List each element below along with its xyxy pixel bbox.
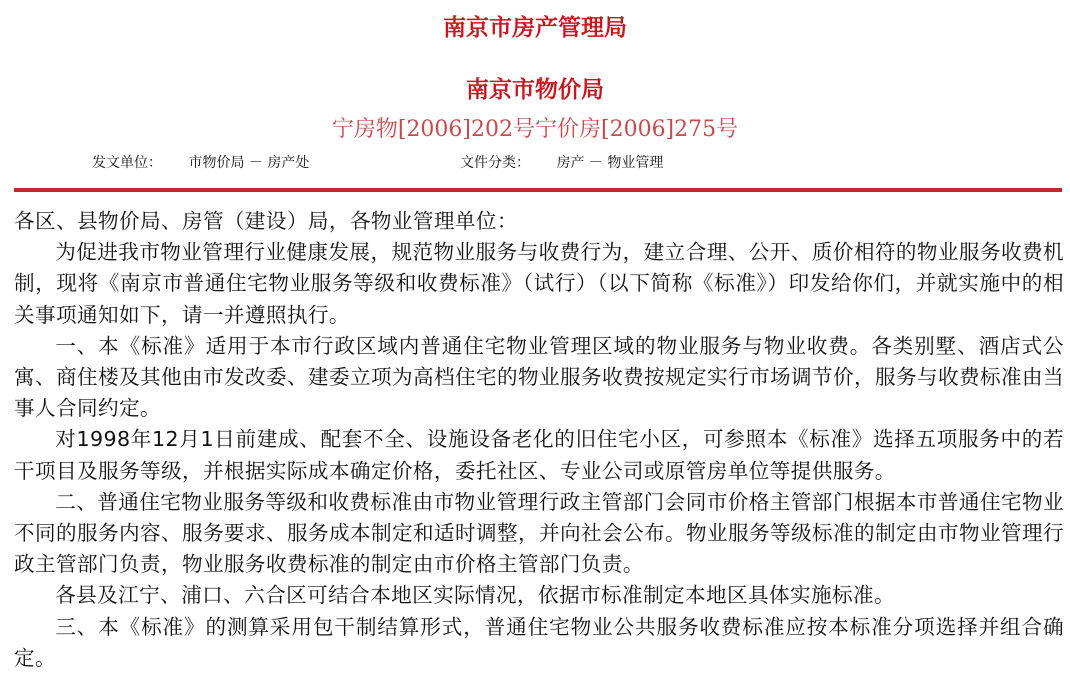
document-body xyxy=(14,206,1064,674)
issuer-title-housing-bureau: 南京市房产管理局 xyxy=(443,14,627,41)
document-number: 宁房物[2006]202号宁价房[2006]275号 xyxy=(331,117,739,142)
paragraph: 为促进我市物业管理行业健康发展，规范物业服务与收费行为，建立合理、公开、质价相符的物业服务收费机制，现将《南京市普通住宅物业服务等级和收费标准》（试行）（以下简称《标准》）印发给你们，并就实施中的相关事项通知如下，请一并遵照执行。 xyxy=(14,240,1064,327)
paragraph: 对1998年12月1日前建成、配套不全、设施设备老化的旧住宅小区，可参照本《标准》选择五项服务中的若干项目及服务等级，并根据实际成本确定价格，委托社区、专业公司或原管房单位等提供服务。 xyxy=(14,427,1064,483)
paragraph: 一、本《标准》适用于本市行政区域内普通住宅物业管理区域的物业服务与物业收费。各类别墅、酒店式公寓、商住楼及其他由市发改委、建委立项为高档住宅的物业服务收费按规定实行市场调节价，服务与收费标准由当事人合同约定。 xyxy=(14,333,1064,421)
issuing-unit-label: 发文单位： xyxy=(92,155,162,171)
paragraph: 三、本《标准》的测算采用包干制结算形式，普通住宅物业公共服务收费标准应按本标准分项选择并组合确定。 xyxy=(14,614,1064,670)
salutation: 各区、县物价局、房管（建设）局，各物业管理单位： xyxy=(14,209,518,233)
document-category xyxy=(460,153,685,173)
issuer-title-price-bureau: 南京市物价局 xyxy=(466,76,604,103)
document-category-value: 房产 － 物业管理 xyxy=(556,155,664,171)
paragraph: 二、普通住宅物业服务等级和收费标准由市物业管理行政主管部门会同市价格主管部门根据本市普通住宅物业不同的服务内容、服务要求、服务成本制定和适时调整，并向社会公布。物业服务等级标准的制定由市物业管理行政主管部门负责，物业服务收费标准的制定由市价格主管部门负责。 xyxy=(14,489,1064,577)
document-category-label: 文件分类： xyxy=(460,155,530,171)
issuing-unit-value: 市物价局 － 房产处 xyxy=(188,155,310,171)
red-divider xyxy=(14,188,1062,192)
issuing-unit xyxy=(92,153,331,173)
paragraph: 各县及江宁、浦口、六合区可结合本地区实际情况，依据市标准制定本地区具体实施标准。 xyxy=(55,583,895,608)
